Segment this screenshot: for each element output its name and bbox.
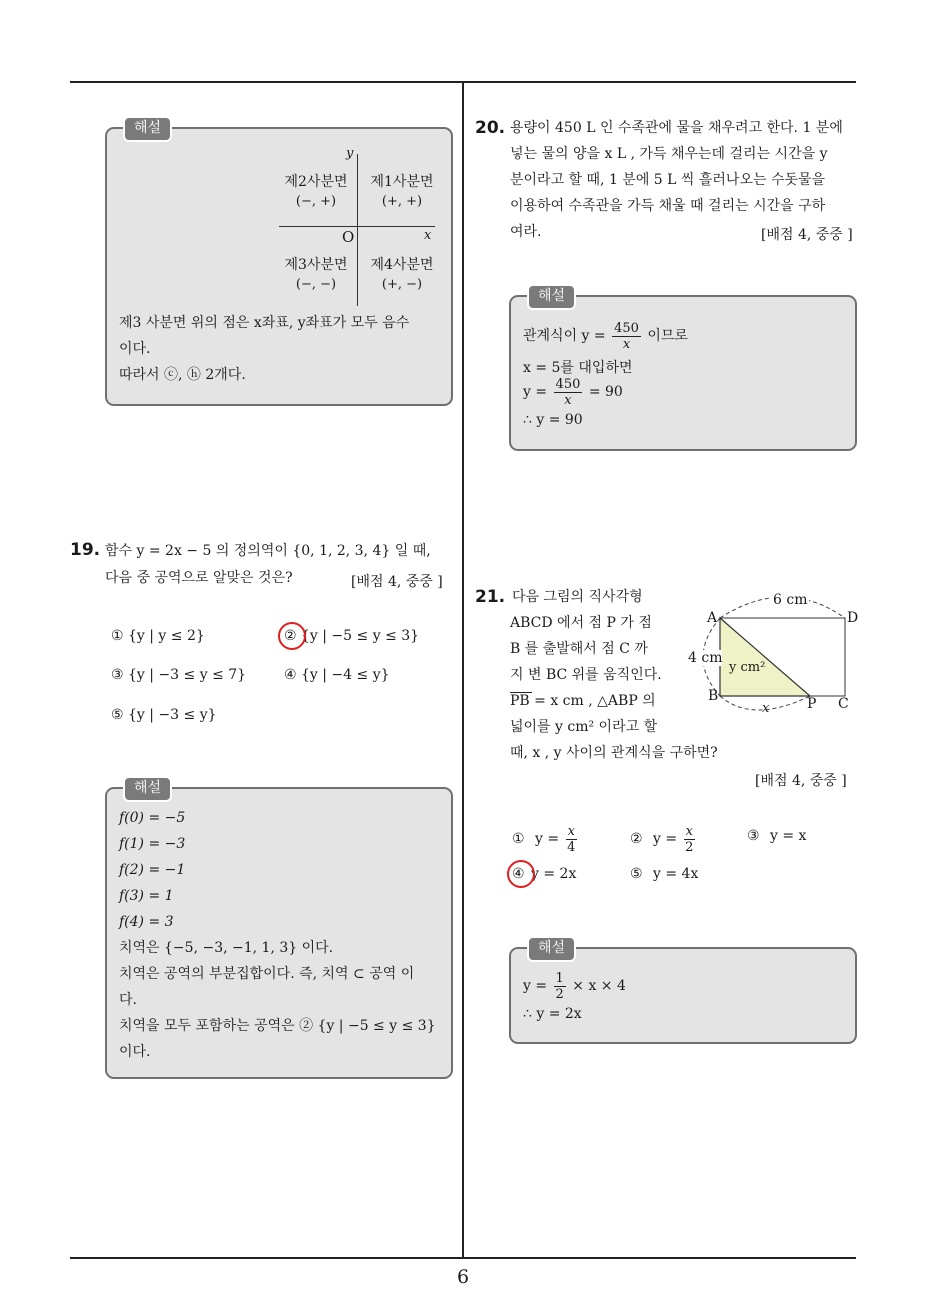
q19-number: 19. xyxy=(70,540,101,560)
q21-option-1[interactable] xyxy=(512,822,579,856)
solution-line: 이다. xyxy=(119,341,151,357)
quadrant-2 xyxy=(279,173,353,211)
solution-line: f(4) = 3 xyxy=(119,914,174,930)
q21-text-line: 지 변 BC 위를 움직인다. xyxy=(510,667,662,683)
q21-text-line: B 를 출발해서 점 C 까 xyxy=(510,641,648,657)
q19-option-2[interactable]: ② {y | −5 ≤ y ≤ 3} xyxy=(284,628,420,644)
frac-den: 2 xyxy=(685,839,694,855)
eq-prefix: y = xyxy=(523,384,548,400)
eq-suffix: × x × 4 xyxy=(572,978,626,994)
quadrant-name: 제1사분면 xyxy=(370,174,434,190)
fraction xyxy=(566,824,577,855)
page-number: 6 xyxy=(456,1266,470,1288)
eq-prefix: y = xyxy=(523,978,548,994)
bottom-rule xyxy=(70,1257,856,1259)
fraction xyxy=(612,321,641,352)
solution-tag: 해설 xyxy=(527,936,576,962)
option-text: y = 2x xyxy=(531,866,577,882)
q19-text-line2: 다음 중 공역으로 알맞은 것은? xyxy=(105,570,293,586)
solution-line: 제3 사분면 위의 점은 x좌표, y좌표가 모두 음수 xyxy=(119,315,410,331)
solution-line: f(2) = −1 xyxy=(119,862,186,878)
q20-number: 20. xyxy=(475,118,506,138)
q20-text-line: 분이라고 할 때, 1 분에 5 L 씩 흘러나오는 수돗물을 xyxy=(510,172,826,188)
q19-option-1[interactable]: ① {y | y ≤ 2} xyxy=(111,628,205,644)
fraction xyxy=(684,824,695,855)
frac-den: 4 xyxy=(567,839,576,855)
label-B: B xyxy=(708,688,719,704)
label-C: C xyxy=(838,696,849,712)
quadrant-1 xyxy=(365,173,439,211)
solution-line: 치역을 모두 포함하는 공역은 ② {y | −5 ≤ y ≤ 3} xyxy=(119,1018,436,1034)
triangle-abp xyxy=(720,618,810,696)
eq-suffix: = 90 xyxy=(588,384,623,400)
q20-text-line: 이용하여 수족관을 가득 채울 때 걸리는 시간을 구하 xyxy=(510,198,826,214)
frac-num: x xyxy=(685,823,693,839)
quadrant-name: 제2사분면 xyxy=(284,174,348,190)
q21-option-2[interactable] xyxy=(630,822,697,856)
option-number: ③ xyxy=(747,828,760,844)
quadrant-name: 제3사분면 xyxy=(284,257,348,273)
q21-solution-box xyxy=(509,940,857,1044)
solution-tag: 해설 xyxy=(123,116,172,142)
q20-solution-box xyxy=(509,288,857,451)
label-area: y cm² xyxy=(729,660,766,675)
q19-option-3[interactable]: ③ {y | −3 ≤ y ≤ 7} xyxy=(111,667,247,683)
q20-score: [배점 4, 중중 ] xyxy=(761,227,853,243)
q21-text-line: PB = x cm , △ABP 의 xyxy=(510,693,656,709)
frac-den: 2 xyxy=(555,986,564,1002)
q21-text-line: 다음 그림의 직사각형 xyxy=(512,589,643,605)
solution-line: f(1) = −3 xyxy=(119,836,186,852)
q20-text-line: 용량이 450 L 인 수족관에 물을 채우려고 한다. 1 분에 xyxy=(510,120,843,136)
quadrant-4 xyxy=(365,256,439,294)
solution-line-1 xyxy=(523,319,688,353)
q21-text-line: 때, x , y 사이의 관계식을 구하면? xyxy=(510,745,718,761)
q21-text-line: ABCD 에서 점 P 가 점 xyxy=(510,615,652,631)
solution-line: 치역은 공역의 부분집합이다. 즉, 치역 ⊂ 공역 이 xyxy=(119,966,415,982)
q21-score: [배점 4, 중중 ] xyxy=(755,773,847,789)
label-P: P xyxy=(807,696,817,712)
quadrant-sign: (+, +) xyxy=(381,194,423,209)
solution-line: 이다. xyxy=(119,1044,151,1060)
quadrant-name: 제4사분면 xyxy=(370,257,434,273)
solution-line-2: x = 5를 대입하면 xyxy=(523,360,633,376)
option-number: ④ xyxy=(512,866,525,882)
answer-mark-circle xyxy=(507,860,535,888)
label-left-length: 4 cm xyxy=(688,650,723,666)
origin-label: O xyxy=(342,228,355,246)
q21-option-5[interactable] xyxy=(630,866,698,882)
frac-num: 450 xyxy=(614,320,639,336)
x-axis xyxy=(279,226,435,227)
option-number: ② xyxy=(630,831,643,847)
frac-num: 450 xyxy=(555,376,581,392)
option-text: y = 4x xyxy=(653,866,699,882)
frac-num: 1 xyxy=(555,970,564,986)
solution-line-3 xyxy=(523,375,623,409)
solution-line-4: ∴ y = 90 xyxy=(523,412,583,428)
frac-den: x xyxy=(564,392,572,408)
solution-line: 다. xyxy=(119,992,137,1008)
y-axis-label: y xyxy=(346,146,354,161)
solution-line-2: ∴ y = 2x xyxy=(523,1006,582,1022)
column-divider xyxy=(462,82,464,1258)
q18-solution-box xyxy=(105,120,453,406)
frac-num: x xyxy=(567,823,575,839)
q21-text-line: 넓이를 y cm² 이라고 할 xyxy=(510,719,658,735)
solution-line: 따라서 ⓒ, ⓗ 2개다. xyxy=(119,367,246,383)
q19-score: [배점 4, 중중 ] xyxy=(351,574,443,590)
option-lhs: y = xyxy=(535,831,560,847)
option-text: y = x xyxy=(770,828,807,844)
q19-option-5[interactable]: ⑤ {y | −3 ≤ y} xyxy=(111,707,217,723)
label-bottom-x: x xyxy=(762,701,770,716)
y-axis xyxy=(357,154,358,306)
solution-tag: 해설 xyxy=(527,284,576,310)
label-A: A xyxy=(707,610,718,626)
solution-line: f(0) = −5 xyxy=(119,810,186,826)
label-D: D xyxy=(847,610,859,626)
answer-mark-circle xyxy=(278,622,306,650)
label-top-length: 6 cm xyxy=(773,592,808,608)
option-number: ① xyxy=(512,831,525,847)
q21-option-3[interactable] xyxy=(747,828,806,844)
fraction xyxy=(554,377,583,408)
q19-option-4[interactable]: ④ {y | −4 ≤ y} xyxy=(284,667,390,683)
option-number: ⑤ xyxy=(630,866,643,882)
quadrant-sign: (+, −) xyxy=(381,277,423,292)
quadrant-sign: (−, +) xyxy=(295,194,337,209)
quadrant-sign: (−, −) xyxy=(295,277,337,292)
q20-text-line: 넣는 물의 양을 x L , 가득 채우는데 걸리는 시간을 y xyxy=(510,146,828,162)
solution-tag: 해설 xyxy=(123,776,172,802)
x-axis-label: x xyxy=(424,228,432,243)
q20-text-line: 여라. xyxy=(510,224,542,240)
solution-line: f(3) = 1 xyxy=(119,888,174,904)
q21-number: 21. xyxy=(475,587,506,607)
solution-line: 치역은 {−5, −3, −1, 1, 3} 이다. xyxy=(119,940,334,956)
frac-den: x xyxy=(622,336,631,352)
relation-suffix: 이므로 xyxy=(647,328,688,344)
q19-solution-box xyxy=(105,780,453,1079)
quadrant-3 xyxy=(279,256,353,294)
q19-text-line1: 함수 y = 2x − 5 의 정의역이 {0, 1, 2, 3, 4} 일 때, xyxy=(105,543,431,559)
relation-prefix: 관계식이 y = xyxy=(523,328,606,344)
pb-overline xyxy=(510,692,532,693)
solution-line-1 xyxy=(523,969,626,1003)
option-lhs: y = xyxy=(653,831,678,847)
fraction xyxy=(554,971,566,1002)
